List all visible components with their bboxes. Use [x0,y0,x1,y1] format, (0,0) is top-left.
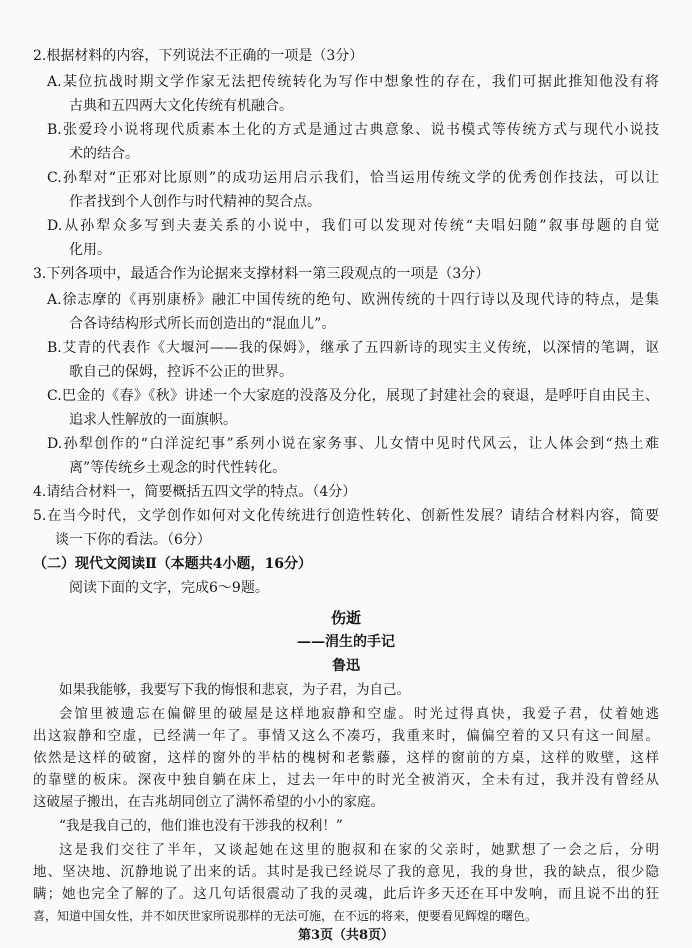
section-instruction: 阅读下面的文字，完成6～9题。 [69,580,269,596]
q2-option-d-line1: D.从孙犁众多写到夫妻关系的小说中，我们可以发现对传统“夫唱妇随”叙事母题的自觉 [47,218,659,234]
q3-option-d-line2: 离”等传统乡土观念的时代性转化。 [69,460,287,476]
page-number: 第3页（共8页） [297,928,395,943]
q3-option-d-line1: D.孙犁创作的“白洋淀纪事”系列小说在家务事、儿女情中见时代风云，让人体会到“热土难 [47,436,659,452]
section-heading: （二）现代文阅读Ⅱ（本题共4小题，16分） [33,556,313,572]
q2-option-c-line1: C.孙犁对“正邪对比原则”的成功运用启示我们，恰当运用传统文学的优秀创作技法，可以让 [47,170,659,186]
article-line: 出这寂静和空虚，已经满一年了。事情又这么不凑巧，我重来时，偏偏空着的又只有这一间屋。 [33,728,659,744]
article-line: 地、坚决地、沉静地说了出来的话。其时是我已经说尽了我的意见，我的身世，我的缺点，很少隐 [33,864,659,880]
q3-option-c-line2: 追求人性解放的一面旗帜。 [69,412,237,428]
article-line: 会馆里被遗忘在偏僻里的破屋是这样地寂静和空虚。时光过得真快，我爱子君，仗着她逃 [59,706,659,722]
q2-option-b-line1: B.张爱玲小说将现代质素本土化的方式是通过古典意象、说书模式等传统方式与现代小说技 [47,122,659,138]
q3-option-a-line1: A.徐志摩的《再别康桥》融汇中国传统的绝句、欧洲传统的十四行诗以及现代诗的特点，是集 [47,292,659,308]
article-title: 伤逝 [330,609,361,627]
q2-option-a-line1: A.某位抗战时期文学作家无法把传统转化为写作中想象性的存在，我们可据此推知他没有将 [47,74,659,90]
q3-stem: 3.下列各项中，最适合作为论据来支撑材料一第三段观点的一项是（3分） [33,266,490,282]
q2-option-b-line2: 术的结合。 [69,146,139,162]
q2-stem: 2.根据材料的内容，下列说法不正确的一项是（3分） [33,48,364,64]
q5-stem-line2: 谈一下你的看法。（6分） [55,532,211,548]
article-line: 瞒；她也完全了解的了。这几句话很震动了我的灵魂，此后许多天还在耳中发响，而且说不出的狂 [33,886,659,902]
article-author: 鲁迅 [332,658,360,674]
article-line: 如果我能够，我要写下我的悔恨和悲哀，为子君，为自己。 [59,682,410,698]
q3-option-b-line2: 歌自己的保姆，控诉不公正的世界。 [69,364,293,380]
article-line: 依然是这样的破窗，这样的窗外的半枯的槐树和老紫藤，这样的窗前的方桌，这样的败壁，这样 [33,750,659,766]
q3-option-b-line1: B.艾青的代表作《大堰河——我的保姆》，继承了五四新诗的现实主义传统，以深情的笔调，讴 [47,340,659,356]
article-line: 这是我们交往了半年，又谈起她在这里的胞叔和在家的父亲时，她默想了一会之后，分明 [59,842,659,858]
article-subtitle: ——涓生的手记 [297,634,395,650]
article-line: 喜，知道中国女性，并不如厌世家所说那样的无法可施，在不远的将来，便要看见辉煌的曙色。 [33,909,538,923]
q4-stem: 4.请结合材料一，简要概括五四文学的特点。（4分） [33,484,357,500]
q3-option-c-line1: C.巴金的《春》《秋》讲述一个大家庭的没落及分化，展现了封建社会的衰退，是呼吁自由民主、 [47,388,659,404]
q3-option-a-line2: 合各诗结构形式所长而创造出的“混血儿”。 [69,316,336,332]
q2-option-d-line2: 化用。 [69,242,111,258]
article-line: 这破屋子搬出，在吉兆胡同创立了满怀希望的小小的家庭。 [33,794,384,810]
q2-option-c-line2: 作者找到个人创作与时代精神的契合点。 [69,194,321,210]
q5-stem-line1: 5.在当今时代，文学创作如何对文化传统进行创造性转化、创新性发展？请结合材料内容，简要 [33,508,659,524]
article-line: 的靠壁的板床。深夜中独自躺在床上，过去一年中的时光全被消灭，全未有过，我并没有曾经从 [33,772,659,788]
article-line: “我是我自己的，他们谁也没有干涉我的权利！” [59,818,343,834]
q2-option-a-line2: 古典和五四两大文化传统有机融合。 [69,98,293,114]
